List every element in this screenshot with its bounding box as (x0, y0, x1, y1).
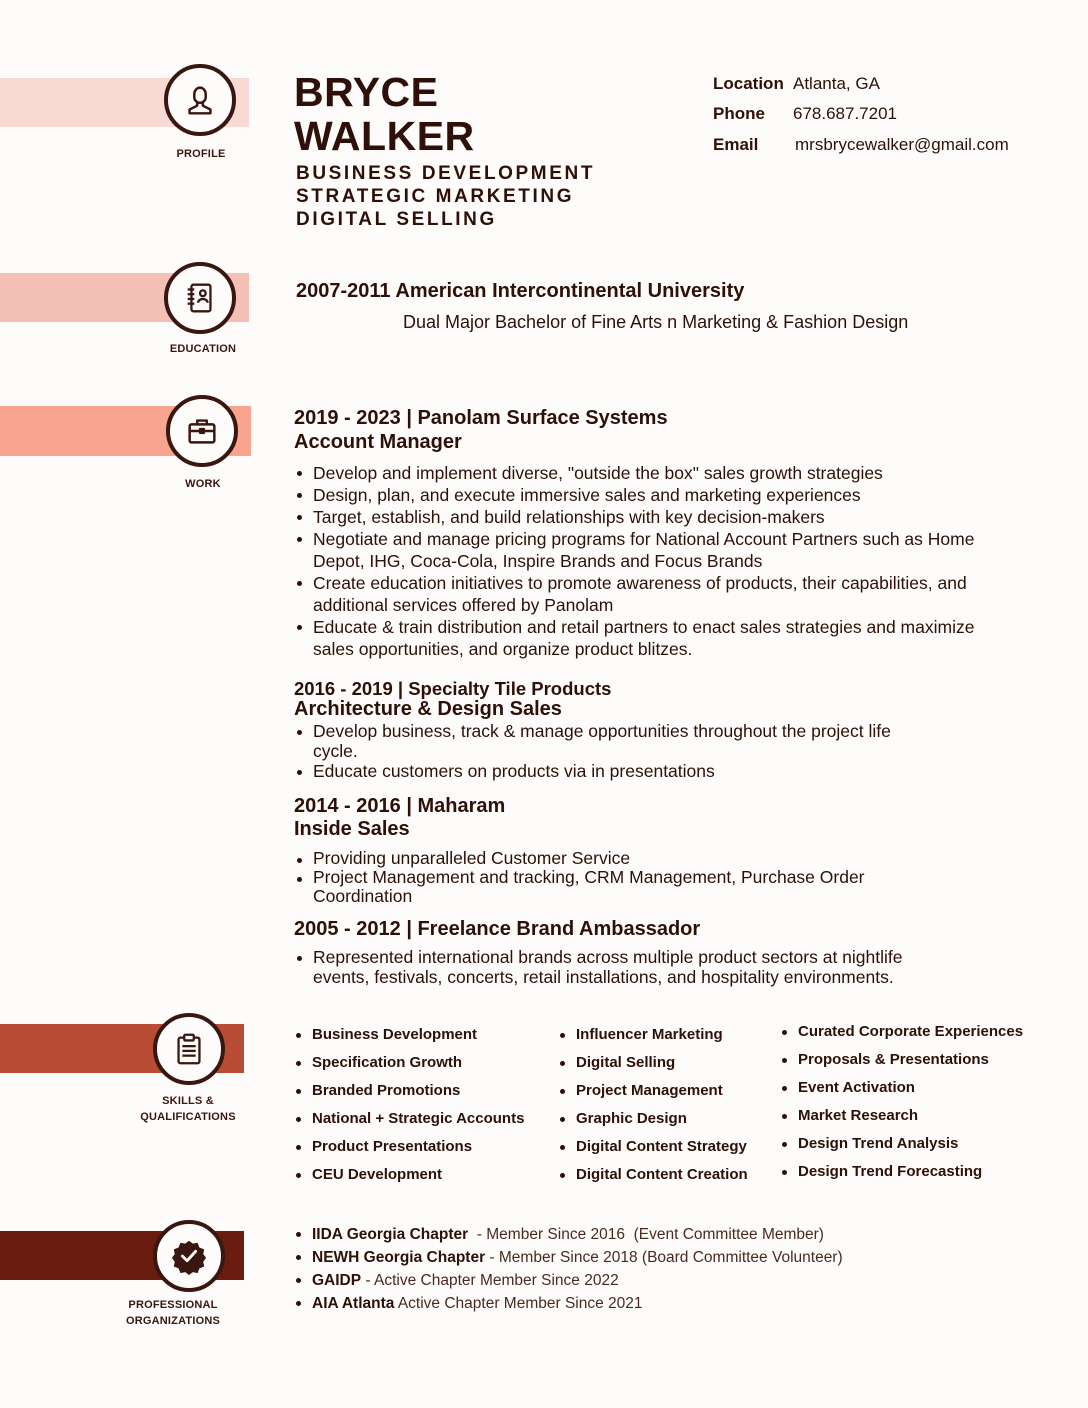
briefcase-icon (166, 395, 238, 467)
org-item (294, 1223, 934, 1246)
org-detail: - Member Since 2018 (Board Committee Volunteer) (485, 1249, 843, 1266)
org-item (294, 1269, 934, 1292)
education-label: EDUCATION (169, 343, 237, 355)
orgs-label-line2: ORGANIZATIONS (125, 1315, 221, 1327)
skill-item: Branded Promotions (294, 1077, 544, 1105)
work-label: WORK (185, 478, 221, 490)
job-bullet: Target, establish, and build relationships with key decision-makers (295, 506, 985, 528)
job-heading: 2019 - 2023 | Panolam Surface Systems (294, 407, 668, 429)
job-role: Inside Sales (294, 818, 410, 840)
skill-item: CEU Development (294, 1161, 544, 1189)
skill-item: Curated Corporate Experiences (780, 1018, 1080, 1046)
orgs-list (294, 1223, 934, 1315)
job-bullet: Develop and implement diverse, "outside the box" sales growth strategies (295, 462, 985, 484)
contact-email (713, 135, 1009, 155)
skills-label (128, 1093, 248, 1125)
job-heading: 2005 - 2012 | Freelance Brand Ambassador (294, 918, 701, 940)
org-item (294, 1246, 934, 1269)
skill-item: Event Activation (780, 1074, 1080, 1102)
skill-item: Market Research (780, 1102, 1080, 1130)
job-bullet: Develop business, track & manage opportunities throughout the project life cycle. (295, 721, 907, 761)
profile-label: PROFILE (176, 148, 226, 160)
person-icon (164, 64, 236, 136)
phone-value: 678.687.7201 (793, 104, 897, 123)
skill-item: Digital Content Creation (558, 1161, 773, 1189)
tagline-line: BUSINESS DEVELOPMENT (296, 163, 596, 184)
job-bullet: Educate customers on products via in presentations (295, 761, 907, 781)
job-heading: 2014 - 2016 | Maharam (294, 795, 506, 817)
email-value: mrsbrycewalker@gmail.com (795, 135, 1009, 154)
job-bullet: Negotiate and manage pricing programs for National Account Partners such as Home Depot, IHG, Coca-Cola, Inspire Brands and Focus Brands (295, 528, 985, 572)
job-heading: 2016 - 2019 | Specialty Tile Products (294, 678, 612, 699)
skill-item: National + Strategic Accounts (294, 1105, 544, 1133)
skill-item: Design Trend Analysis (780, 1130, 1080, 1158)
first-name: BRYCE (294, 69, 439, 115)
skill-item: Specification Growth (294, 1049, 544, 1077)
skill-item: Project Management (558, 1077, 773, 1105)
education-heading (296, 280, 744, 303)
job-bullet: Project Management and tracking, CRM Management, Purchase Order Coordination (295, 868, 915, 906)
job-bullets (295, 849, 915, 906)
skill-item: Product Presentations (294, 1133, 544, 1161)
org-name: IIDA Georgia Chapter (312, 1226, 469, 1243)
org-item (294, 1292, 934, 1315)
org-detail: Active Chapter Member Since 2021 (394, 1295, 643, 1312)
org-name: AIA Atlanta (312, 1295, 395, 1312)
job-role: Account Manager (294, 431, 462, 453)
job-bullets (295, 947, 960, 987)
skills-column-3 (780, 1018, 1080, 1186)
education-years: 2007-2011 (296, 280, 391, 302)
org-name: NEWH Georgia Chapter (312, 1249, 486, 1266)
job-bullets (295, 721, 907, 781)
job-bullet: Create education initiatives to promote awareness of products, their capabilities, and additional services offered by Panolam (295, 572, 985, 616)
candidate-name (294, 70, 475, 158)
job-bullet: Providing unparalleled Customer Service (295, 849, 915, 868)
location-label: Location (713, 74, 784, 93)
skill-item: Digital Content Strategy (558, 1133, 773, 1161)
org-detail: - Member Since 2016 (Event Committee Member) (468, 1226, 824, 1243)
skill-item: Proposals & Presentations (780, 1046, 1080, 1074)
tagline-line: STRATEGIC MARKETING (296, 186, 575, 207)
job-bullet: Educate & train distribution and retail partners to enact sales strategies and maximize sales opportunities, and organize product blitzes. (295, 616, 985, 660)
skills-column-2 (558, 1021, 773, 1189)
skill-item: Business Development (294, 1021, 544, 1049)
education-school: American Intercontinental University (395, 280, 745, 302)
org-detail: - Active Chapter Member Since 2022 (361, 1272, 619, 1289)
clipboard-icon (153, 1013, 225, 1085)
skill-item: Design Trend Forecasting (780, 1158, 1080, 1186)
contact-location (713, 74, 880, 94)
job-bullet: Design, plan, and execute immersive sales and marketing experiences (295, 484, 985, 506)
tagline-block (296, 162, 595, 231)
contact-phone (713, 104, 897, 124)
email-label: Email (713, 135, 759, 154)
job-bullets (295, 462, 985, 660)
last-name: WALKER (294, 113, 475, 159)
job-role: Architecture & Design Sales (294, 698, 562, 720)
orgs-label (113, 1297, 233, 1329)
location-value: Atlanta, GA (793, 74, 880, 93)
notebook-icon (164, 262, 236, 334)
education-degree: Dual Major Bachelor of Fine Arts n Marketing & Fashion Design (403, 312, 909, 332)
job-bullet: Represented international brands across multiple product sectors at nightlife events, festivals, concerts, retail installations, and hospitality environments. (295, 947, 960, 987)
skill-item: Graphic Design (558, 1105, 773, 1133)
org-name: GAIDP (312, 1272, 362, 1289)
skills-label-line2: QUALIFICATIONS (140, 1111, 236, 1123)
tagline-line: DIGITAL SELLING (296, 209, 497, 230)
skill-item: Influencer Marketing (558, 1021, 773, 1049)
skills-column-1 (294, 1021, 544, 1189)
verified-badge-icon (153, 1220, 225, 1292)
skill-item: Digital Selling (558, 1049, 773, 1077)
orgs-label-line1: PROFESSIONAL (128, 1299, 218, 1311)
skills-label-line1: SKILLS & (162, 1095, 214, 1107)
phone-label: Phone (713, 104, 765, 123)
